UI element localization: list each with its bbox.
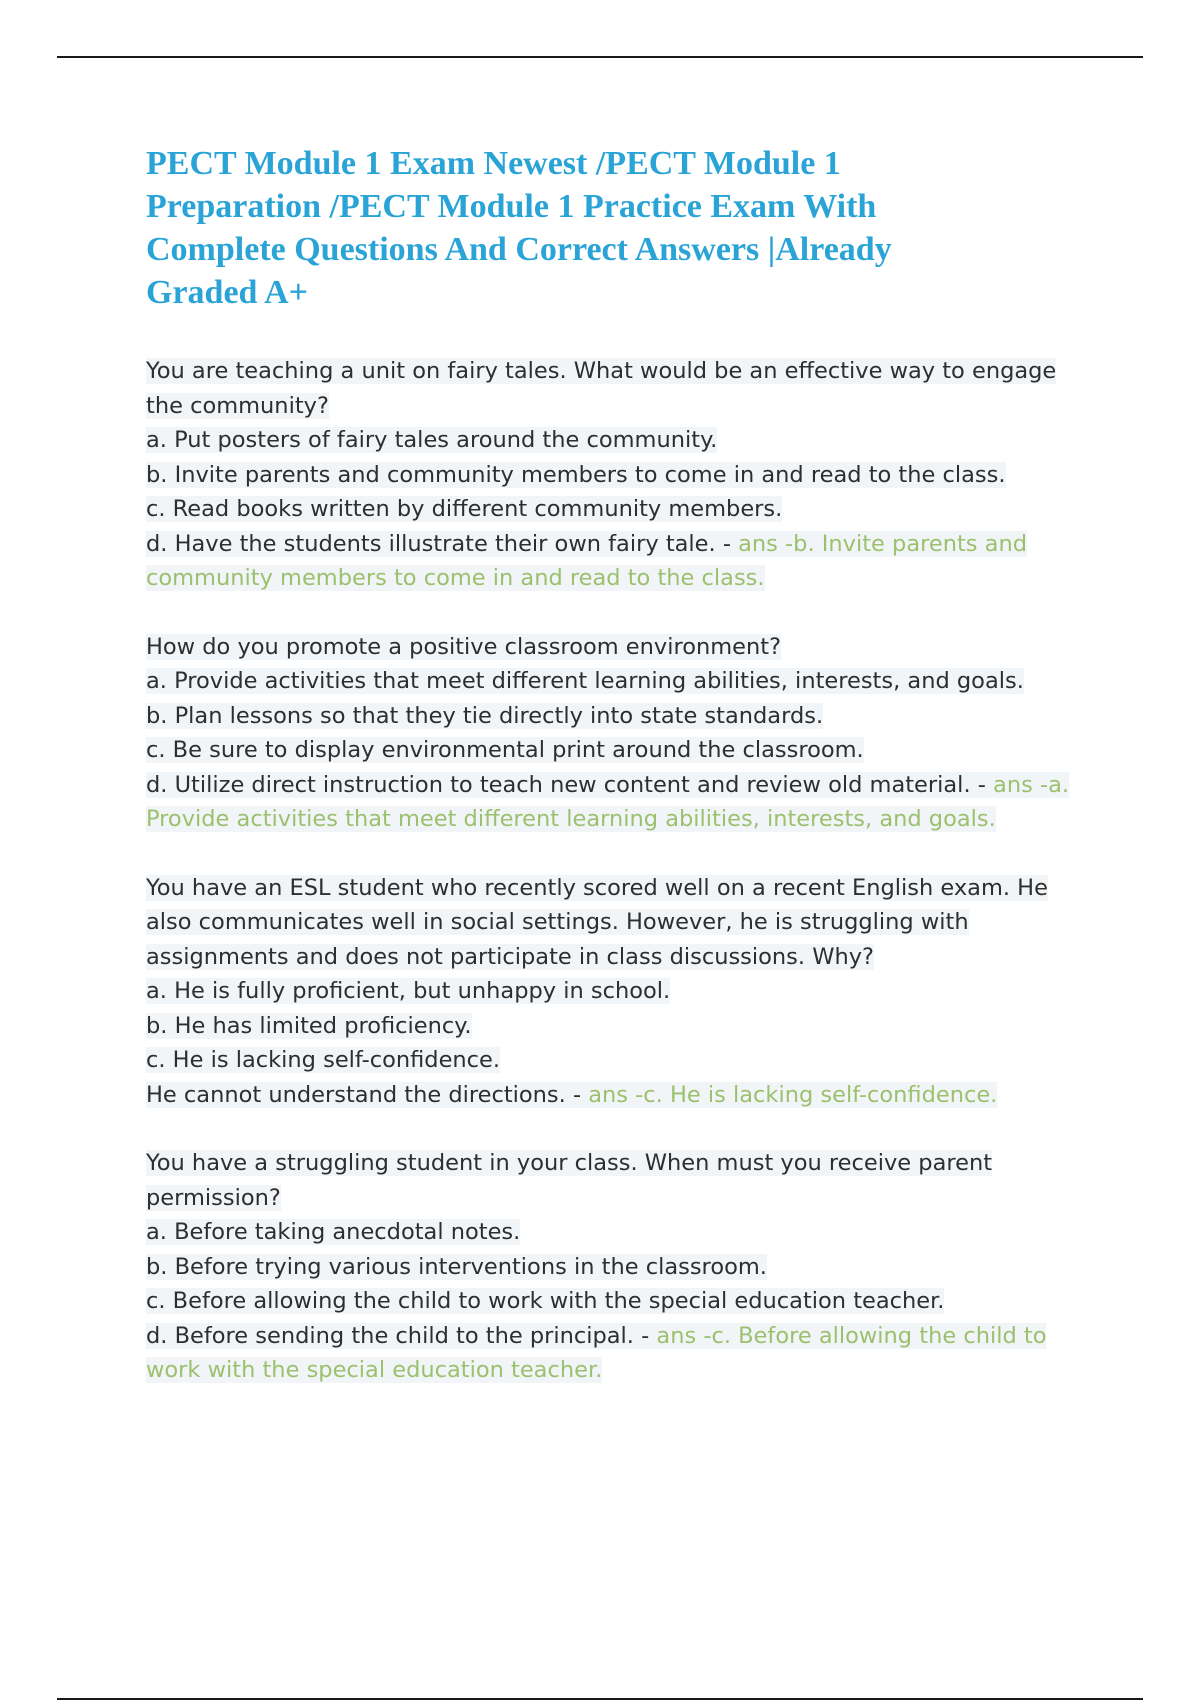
question-block bbox=[146, 871, 1106, 1113]
answer-option: b. Invite parents and community members to come in and read to the class. bbox=[146, 461, 1006, 488]
question-text-line: the community? bbox=[146, 392, 329, 419]
answer-separator: - bbox=[633, 1322, 657, 1349]
correct-answer: ans -b. Invite parents and bbox=[738, 530, 1027, 557]
correct-answer-line: work with the special education teacher. bbox=[146, 1357, 603, 1383]
title-line: Complete Questions And Correct Answers |Already bbox=[146, 231, 892, 268]
answer-option: b. Plan lessons so that they tie directly into state standards. bbox=[146, 702, 824, 729]
question-block bbox=[146, 1146, 1106, 1388]
question-text-line: You have a struggling student in your class. When must you receive parent bbox=[146, 1150, 993, 1176]
answer-option: a. Provide activities that meet different learning abilities, interests, and goals. bbox=[146, 668, 1024, 694]
correct-answer-line: Provide activities that meet different learning abilities, interests, and goals. bbox=[146, 806, 996, 832]
correct-answer: ans -a. bbox=[993, 771, 1070, 798]
answer-option: b. He has limited proficiency. bbox=[146, 1012, 472, 1039]
correct-answer: ans -c. He is lacking self-confidence. bbox=[588, 1081, 998, 1108]
question-block bbox=[146, 630, 1106, 837]
title-line: Graded A+ bbox=[146, 274, 308, 311]
answer-option: d. Utilize direct instruction to teach new content and review old material. - ans -a. bbox=[146, 771, 1070, 798]
answer-option: c. Before allowing the child to work with the special education teacher. bbox=[146, 1288, 945, 1314]
correct-answer-line: community members to come in and read to the class. bbox=[146, 565, 765, 591]
document-title bbox=[146, 142, 1106, 314]
document-body bbox=[146, 142, 1106, 1422]
answer-option: b. Before trying various interventions in the classroom. bbox=[146, 1253, 767, 1280]
question-text-line: permission? bbox=[146, 1184, 281, 1211]
answer-separator: - bbox=[970, 771, 994, 798]
answer-option: a. Before taking anecdotal notes. bbox=[146, 1219, 521, 1245]
answer-option: c. Read books written by different community members. bbox=[146, 496, 783, 522]
question-text-line: You are teaching a unit on fairy tales. What would be an effective way to engage bbox=[146, 358, 1057, 384]
answer-separator: - bbox=[565, 1081, 589, 1108]
answer-option: c. He is lacking self-confidence. bbox=[146, 1047, 501, 1073]
title-line: Preparation /PECT Module 1 Practice Exam With bbox=[146, 188, 877, 225]
answer-separator: - bbox=[715, 530, 739, 557]
answer-option: c. Be sure to display environmental print around the classroom. bbox=[146, 737, 864, 763]
question-text-line: assignments and does not participate in class discussions. Why? bbox=[146, 943, 874, 970]
question-text-line: You have an ESL student who recently scored well on a recent English exam. He bbox=[146, 874, 1048, 901]
answer-option: a. He is fully proficient, but unhappy in school. bbox=[146, 978, 671, 1004]
question-block bbox=[146, 354, 1106, 596]
question-text-line: How do you promote a positive classroom environment? bbox=[146, 633, 782, 660]
question-text-line: also communicates well in social settings. However, he is struggling with bbox=[146, 909, 969, 935]
answer-option: d. Before sending the child to the principal. - ans -c. Before allowing the child to bbox=[146, 1322, 1047, 1349]
answer-option: d. Have the students illustrate their own fairy tale. - ans -b. Invite parents and bbox=[146, 530, 1027, 557]
header-rule bbox=[57, 56, 1143, 58]
answer-option: a. Put posters of fairy tales around the community. bbox=[146, 427, 718, 453]
answer-option: He cannot understand the directions. - ans -c. He is lacking self-confidence. bbox=[146, 1081, 998, 1108]
correct-answer: ans -c. Before allowing the child to bbox=[656, 1322, 1047, 1349]
title-line: PECT Module 1 Exam Newest /PECT Module 1 bbox=[146, 145, 841, 182]
